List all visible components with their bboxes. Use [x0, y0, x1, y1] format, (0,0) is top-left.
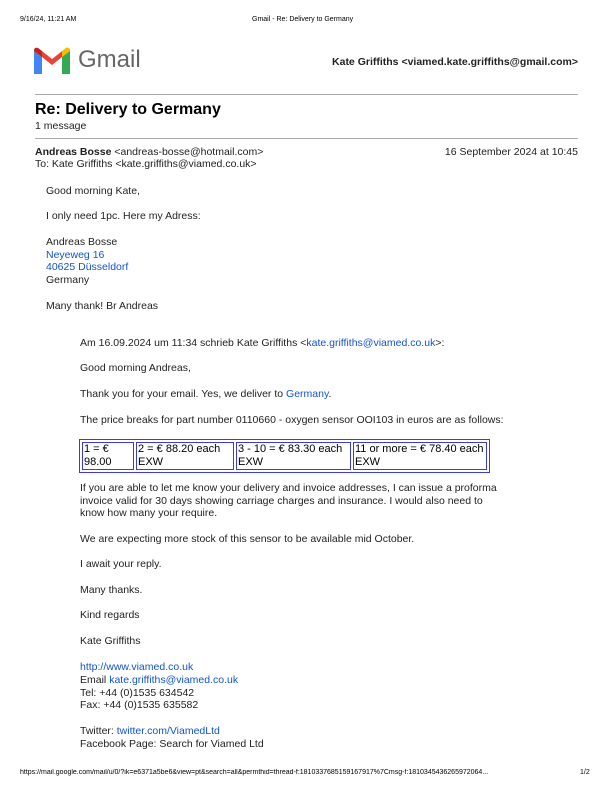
- print-title: Gmail - Re: Delivery to Germany: [252, 16, 354, 23]
- divider: [35, 138, 578, 139]
- table-cell: 3 - 10 = € 83.30 each EXW: [236, 442, 351, 470]
- greeting: Good morning Kate,: [46, 185, 140, 197]
- kind-regards: Kind regards: [80, 609, 140, 621]
- message-date: 16 September 2024 at 10:45: [444, 146, 578, 158]
- signature-social: [80, 725, 264, 751]
- signature-contact: [80, 661, 238, 712]
- address-street-link[interactable]: Neyeweg 16: [46, 248, 105, 261]
- gmail-logo: [34, 46, 141, 77]
- quote-intro-text: Am 16.09.2024 um 11:34 schrieb Kate Griffiths <: [80, 337, 307, 349]
- body-line: I only need 1pc. Here my Adress:: [46, 210, 201, 222]
- signature-name: Kate Griffiths: [80, 635, 141, 647]
- website-link[interactable]: http://www.viamed.co.uk: [80, 661, 194, 673]
- stock-paragraph: We are expecting more stock of this sensor to be available mid October.: [80, 533, 415, 545]
- table-cell: 2 = € 88.20 each EXW: [136, 442, 234, 470]
- twitter-label: Twitter:: [80, 725, 117, 737]
- germany-link[interactable]: Germany: [286, 388, 329, 400]
- price-table: [79, 439, 490, 473]
- twitter-link[interactable]: twitter.com/ViamedLtd: [116, 725, 220, 737]
- quote-greeting: Good morning Andreas,: [80, 362, 191, 374]
- sender: [35, 146, 263, 158]
- tel: Tel: +44 (0)1535 634542: [80, 686, 195, 699]
- message-count: 1 message: [35, 120, 87, 132]
- await-line: I await your reply.: [80, 558, 162, 570]
- gmail-m-icon: [34, 47, 70, 74]
- facebook: Facebook Page: Search for Viamed Ltd: [80, 738, 264, 750]
- print-url: https://mail.google.com/mail/u/0/?ik=e6371a5be6&view=pt&search=all&permthid=thread-f:1810337685159167917%7Cmsg-f:1810345436265972064...: [20, 769, 489, 776]
- address-name: Andreas Bosse: [46, 236, 118, 248]
- proforma-paragraph: If you are able to let me know your delivery and invoice addresses, I can issue a proforma invoice valid for 30 days showing carriage charges and insurance. I would also need to know how many your require.: [80, 482, 497, 519]
- price-intro: The price breaks for part number 0110660 - oxygen sensor OOI103 in euros are as follows:: [80, 414, 504, 426]
- page-number: 1/2: [580, 769, 590, 776]
- quote-thanks-end: .: [328, 388, 332, 400]
- sender-name: Andreas Bosse: [35, 146, 112, 158]
- quote-email-link[interactable]: kate.griffiths@viamed.co.uk: [306, 337, 436, 349]
- email-label: Email: [80, 673, 110, 686]
- quote-thanks-text: Thank you for your email. Yes, we deliver to: [80, 388, 287, 400]
- divider: [35, 94, 578, 95]
- sender-email: <andreas-bosse@hotmail.com>: [114, 146, 264, 158]
- fax: Fax: +44 (0)1535 635582: [80, 699, 199, 712]
- table-row: [82, 442, 487, 470]
- recipient: To: Kate Griffiths <kate.griffiths@viamed.co.uk>: [35, 158, 257, 170]
- print-datetime: 9/16/24, 11:21 AM: [20, 16, 77, 23]
- signoff: Many thank! Br Andreas: [46, 300, 159, 312]
- many-thanks: Many thanks.: [80, 584, 143, 596]
- thread-subject: Re: Delivery to Germany: [35, 101, 221, 118]
- quote-intro: [80, 337, 444, 349]
- address-block: [46, 236, 128, 286]
- table-cell: 1 = € 98.00: [82, 442, 134, 470]
- gmail-logo-text: Gmail: [78, 46, 141, 73]
- address-country: Germany: [46, 273, 90, 286]
- table-cell: 11 or more = € 78.40 each EXW: [353, 442, 487, 470]
- signature-email-link[interactable]: kate.griffiths@viamed.co.uk: [109, 673, 239, 686]
- address-city-link[interactable]: 40625 Düsseldorf: [46, 261, 129, 273]
- account-label: Kate Griffiths <viamed.kate.griffiths@gmail.com>: [332, 56, 578, 68]
- quote-intro-end: >:: [435, 337, 445, 349]
- quote-thanks: [80, 388, 331, 400]
